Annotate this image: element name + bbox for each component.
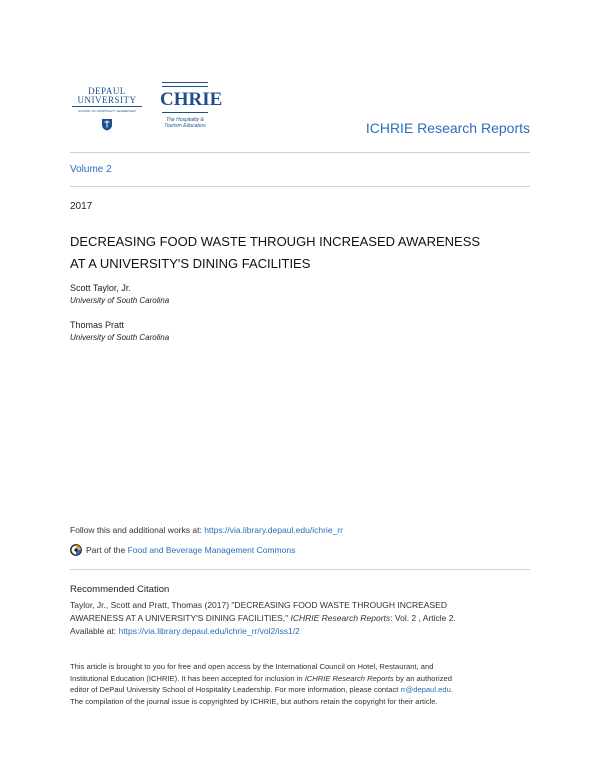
citation-line-2-start: AWARENESS AT A UNIVERSITY'S DINING FACILITIES," — [70, 613, 291, 623]
citation-line-2-end: : Vol. 2 , Article 2. — [390, 613, 456, 623]
depaul-logo-line3: SCHOOL OF HOSPITALITY LEADERSHIP — [78, 109, 136, 113]
citation-heading: Recommended Citation — [70, 584, 170, 595]
author-1-name[interactable]: Scott Taylor, Jr. — [70, 283, 131, 293]
footer-line-2-start: Institutional Education (ICHRIE). It has been accepted for inclusion in — [70, 673, 305, 683]
citation-journal: ICHRIE Research Reports — [290, 613, 391, 623]
commons-network-icon — [70, 544, 82, 556]
volume-link[interactable]: Volume 2 — [70, 164, 112, 175]
title-line-2: AT A UNIVERSITY'S DINING FACILITIES — [70, 256, 311, 271]
divider-top — [70, 152, 530, 153]
chrie-logo-text: CHRIE — [160, 89, 223, 110]
citation-url-link[interactable]: https://via.library.depaul.edu/ichrie_rr/vol2/iss1/2 — [118, 626, 300, 636]
footer-line-3-end: . — [450, 685, 453, 694]
footer-journal: ICHRIE Research Reports — [304, 673, 394, 683]
author-1-affiliation: University of South Carolina — [70, 296, 170, 305]
chrie-logo — [160, 82, 223, 138]
series-link[interactable]: ICHRIE Research Reports — [365, 120, 530, 136]
depaul-logo-line1: DEPAUL — [88, 86, 126, 96]
footer-line-2-end: by an authorized — [393, 673, 452, 683]
follow-prefix: Follow this and additional works at: — [70, 525, 205, 535]
citation-line-2 — [70, 612, 540, 625]
citation-line-1: Taylor, Jr., Scott and Pratt, Thomas (2017) "DECREASING FOOD WASTE THROUGH INCREASED — [70, 600, 447, 610]
citation-text — [70, 599, 540, 638]
depaul-shield-icon — [101, 118, 113, 131]
follow-link[interactable]: https://via.library.depaul.edu/ichrie_rr — [204, 525, 343, 535]
chrie-logo-sub2: Tourism Educators — [164, 123, 206, 129]
title-line-1: DECREASING FOOD WASTE THROUGH INCREASED AWARENESS — [70, 234, 481, 249]
footer-statement — [70, 661, 540, 707]
author-2-affiliation: University of South Carolina — [70, 333, 170, 342]
author-2-name[interactable]: Thomas Pratt — [70, 320, 125, 330]
author-1 — [70, 283, 169, 305]
footer-line-1: This article is brought to you for free and open access by the International Council on Hotel, Restaurant, and — [70, 662, 434, 671]
footer-line-3-start: editor of DePaul University School of Hospitality Leadership. For more information, please contact — [70, 685, 401, 694]
chrie-logo-sub1: The Hospitality & — [166, 117, 204, 123]
contact-email-link[interactable]: rr@depaul.edu — [400, 685, 451, 694]
depaul-logo — [72, 86, 142, 136]
footer-line-3 — [70, 684, 540, 696]
year: 2017 — [70, 201, 93, 212]
depaul-logo-line2: UNIVERSITY — [72, 96, 142, 107]
part-of-line — [70, 544, 295, 556]
commons-link[interactable]: Food and Beverage Management Commons — [127, 544, 296, 555]
footer-line-2 — [70, 673, 540, 685]
divider-citation — [70, 569, 530, 570]
citation-line-3 — [70, 625, 540, 638]
author-2 — [70, 320, 169, 342]
divider-volume — [70, 186, 530, 187]
part-of-prefix: Part of the — [86, 544, 126, 555]
follow-line — [70, 525, 343, 536]
footer-line-4: The compilation of the journal issue is copyrighted by ICHRIE, but authors retain the copyright for their article. — [70, 696, 438, 706]
article-title — [70, 231, 540, 275]
citation-available-prefix: Available at: — [70, 626, 119, 636]
